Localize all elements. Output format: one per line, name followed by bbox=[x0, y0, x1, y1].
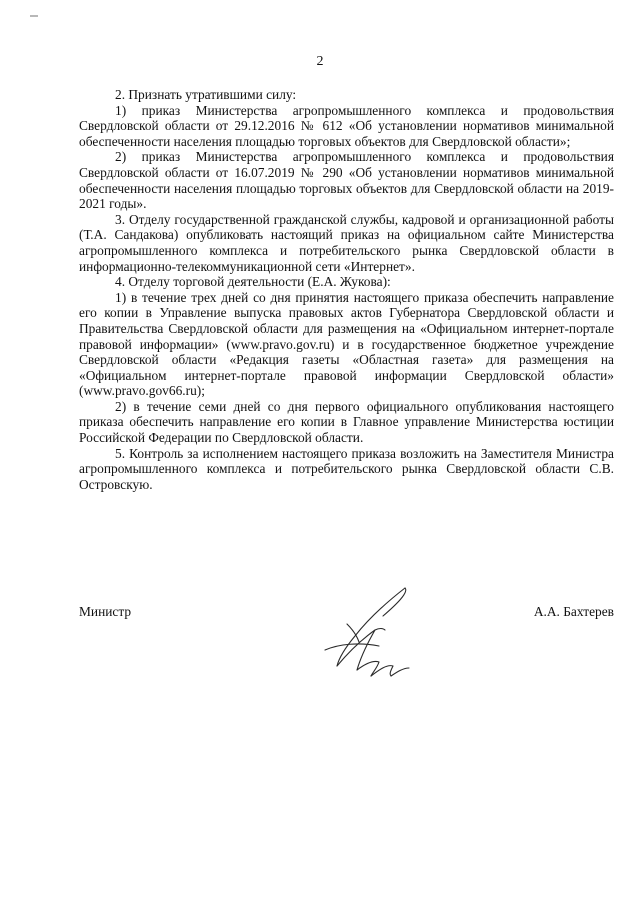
paragraph-item-3: 3. Отделу государственной гражданской службы, кадровой и организационной работы (Т.А. Сандакова) опубликовать настоящий приказ на официальном сайте Министерства агропромышленного комплекса и потребительского рынка Свердловской области в информационно-телекоммуникационной сети «Интернет». bbox=[79, 211, 614, 274]
page-number: 2 bbox=[316, 54, 324, 69]
signatory-title: Министр bbox=[79, 604, 132, 619]
scan-mark bbox=[30, 15, 38, 17]
paragraph-item-4-2: 2) в течение семи дней со дня первого официального опубликования настоящего приказа обеспечить направление его копии в Главное управление Министерства юстиции Российской Федерации по Свердловской области. bbox=[79, 398, 614, 446]
paragraph-item-2-1: 1) приказ Министерства агропромышленного комплекса и продовольствия Свердловской области от 29.12.2016 № 612 «Об установлении нормативов минимальной обеспеченности населения площадью торговых объектов для Свердловской области»; bbox=[79, 102, 614, 149]
signature-block bbox=[79, 592, 614, 692]
paragraph-item-2: 2. Признать утратившими силу: bbox=[115, 87, 297, 102]
paragraph-item-2-2: 2) приказ Министерства агропромышленного комплекса и продовольствия Свердловской области от 16.07.2019 № 290 «Об установлении нормативов минимальной обеспеченности населения площадью торговых объектов для Свердловской области на 2019-2021 годы». bbox=[79, 149, 614, 212]
handwritten-signature bbox=[317, 584, 427, 684]
paragraph-item-4-1: 1) в течение трех дней со дня принятия настоящего приказа обеспечить направление его копии в Управление выпуска правовых актов Губернатора Свердловской области и Правительства Свердловской области для размещения на «Официальном интернет-портале правовой информации» (www.pravo.gov.ru) и в государственное бюджетное учреждение Свердловской области «Редакция газеты «Областная газета» для размещения на «Официальном интернет-портале правовой информации Свердловской области» (www.pravo.gov66.ru); bbox=[79, 289, 614, 399]
paragraph-item-4: 4. Отделу торговой деятельности (Е.А. Жукова): bbox=[115, 274, 391, 290]
paragraph-item-5: 5. Контроль за исполнением настоящего приказа возложить на Заместителя Министра агропромышленного комплекса и потребительского рынка Свердловской области С.В. Островскую. bbox=[79, 445, 614, 492]
document-body bbox=[79, 87, 614, 492]
signatory-name: А.А. Бахтерев bbox=[533, 604, 614, 619]
